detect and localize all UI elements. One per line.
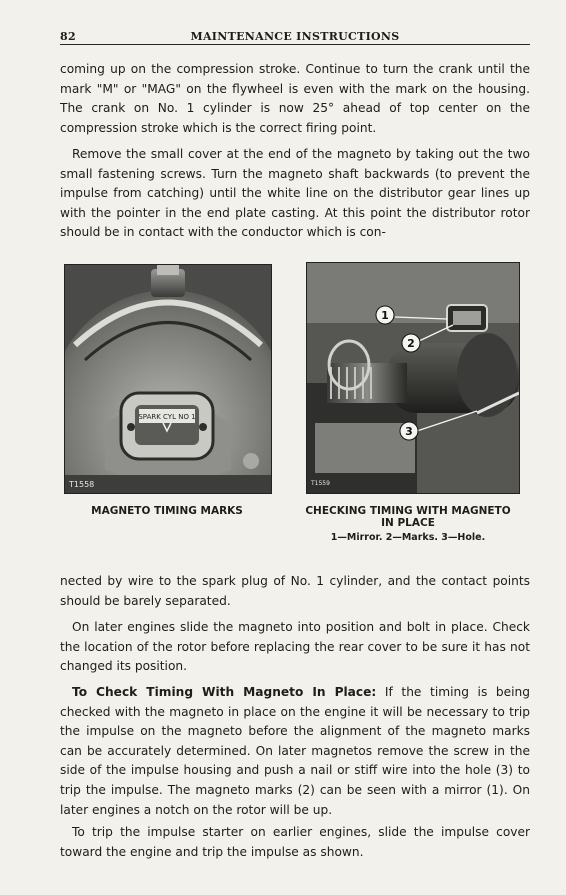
- running-title: MAINTENANCE INSTRUCTIONS: [190, 30, 400, 43]
- callout-2: 2: [407, 337, 415, 350]
- page-header: [60, 28, 530, 45]
- checking-timing-illustration: [307, 263, 519, 493]
- photo-id-label-left: T1558: [69, 480, 95, 489]
- paragraph-4: On later engines slide the magneto into position and bolt in place. Check the location of the rotor before replacing the rear cover to be sure it has not changed its position.: [60, 620, 530, 674]
- paragraph-6: To trip the impulse starter on earlier engines, slide the impulse cover toward the engine and trip the impulse as shown.: [60, 825, 530, 859]
- photo-magneto-timing-marks: [64, 264, 272, 494]
- page-number: 82: [60, 30, 76, 43]
- caption-right-line2: IN PLACE: [381, 517, 435, 529]
- photo-id-label-right: T1559: [311, 480, 330, 487]
- caption-left: MAGNETO TIMING MARKS: [91, 505, 243, 517]
- paragraph-5-body: If the timing is being checked with the magneto in place on the engine it will be necessary to trip the impulse on the magneto before the alignment of the magneto marks can be accurately determined. On later magnetos remove the screw in the side of the impulse housing and push a nail or stiff wire into the hole (3) to trip the impulse. The magneto marks (2) can be seen with a mirror (1). On later engines a notch on the rotor will be up.: [60, 685, 530, 817]
- caption-right-line1: CHECKING TIMING WITH MAGNETO: [305, 505, 511, 517]
- caption-right-legend: 1—Mirror. 2—Marks. 3—Hole.: [330, 532, 486, 543]
- paragraph-3: nected by wire to the spark plug of No. 1 cylinder, and the contact points should be barely separated.: [60, 574, 530, 608]
- window-label: SPARK CYL NO 1: [138, 413, 196, 421]
- paragraph-5: [60, 683, 530, 820]
- magneto-photo-illustration: [65, 265, 271, 493]
- paragraph-1: coming up on the compression stroke. Continue to turn the crank until the mark "M" or "MAG" on the flywheel is even with the mark on the housing. The crank on No. 1 cylinder is now 25° ahead of top center on the compression stroke which is the correct firing point.: [60, 62, 530, 135]
- run-in-heading: To Check Timing With Magneto In Place:: [72, 685, 377, 699]
- caption-right: [292, 505, 524, 544]
- paragraph-2: Remove the small cover at the end of the magneto by taking out the two small fastening screws. Turn the magneto shaft backwards (to prevent the impulse from catching) until the white line on the distributor gear lines up with the pointer in the end plate casting. At this point the distributor rotor should be in contact with the conductor which is con-: [60, 147, 530, 240]
- callout-3: 3: [405, 425, 413, 438]
- callout-1: 1: [381, 309, 389, 322]
- photo-checking-timing: [306, 262, 520, 494]
